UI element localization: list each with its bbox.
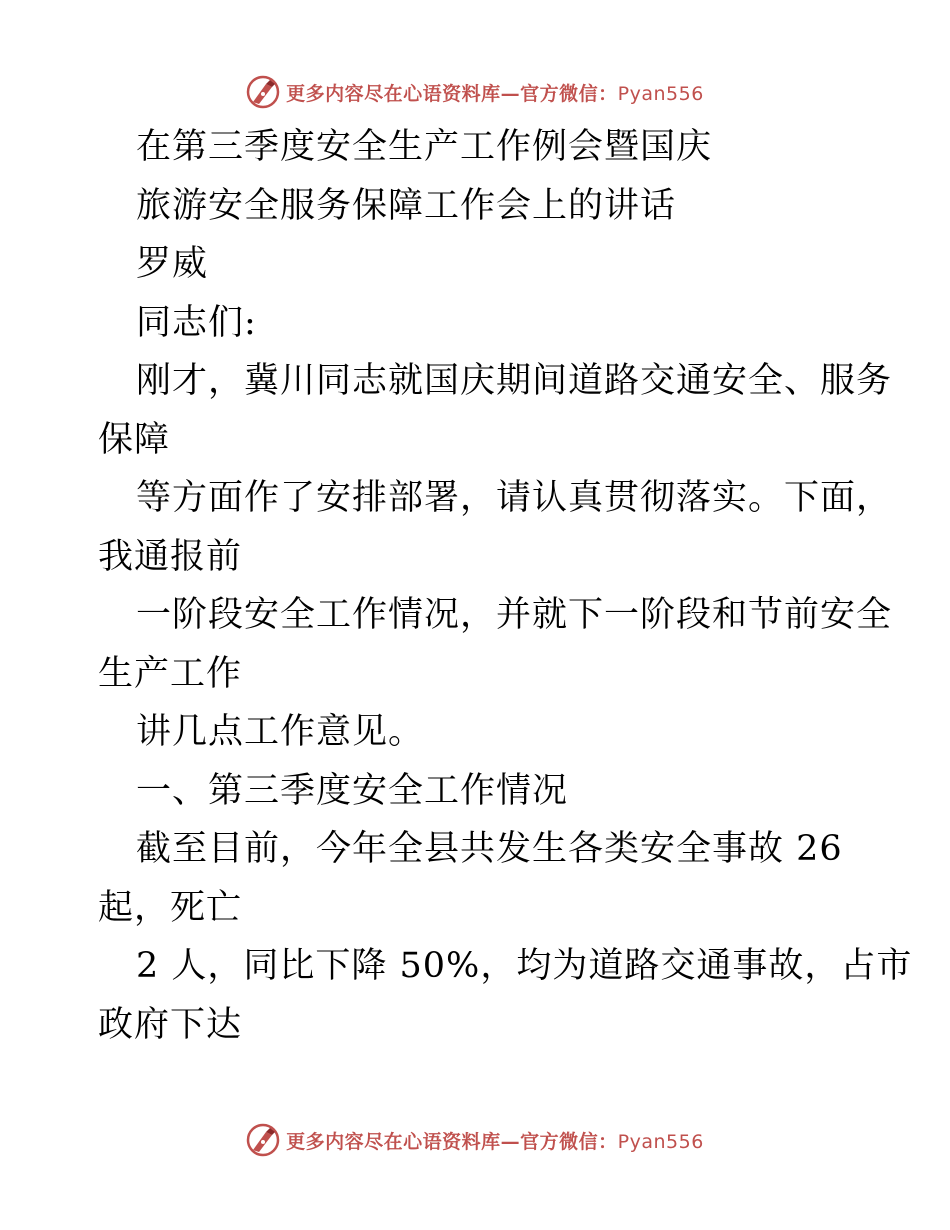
document-line: 政府下达 (98, 1004, 243, 1045)
document-line: 旅游安全服务保障工作会上的讲话 (136, 185, 677, 226)
document-line: 一、第三季度安全工作情况 (136, 770, 569, 811)
document-line: 保障 (98, 419, 171, 460)
header-banner-text: 更多内容尽在心语资料库—官方微信：Pyan556 (286, 82, 704, 105)
document-body (98, 118, 913, 1054)
header-banner (0, 70, 950, 114)
document-line: 同志们: (136, 302, 257, 343)
document-line: 一阶段安全工作情况，并就下一阶段和节前安全 (136, 595, 893, 635)
header-wechat-id: Pyan556 (617, 82, 704, 105)
document-line: 生产工作 (98, 653, 243, 694)
footer-banner (0, 1118, 950, 1162)
pen-nib-logo-icon (246, 1123, 280, 1157)
footer-wechat-id: Pyan556 (617, 1130, 704, 1153)
document-line: 刚才，冀川同志就国庆期间道路交通安全、服务 (136, 361, 893, 401)
document-line: 讲几点工作意见。 (136, 712, 425, 752)
document-line: 等方面作了安排部署，请认真贯彻落实。下面， (136, 478, 893, 518)
document-line: 我通报前 (98, 536, 243, 577)
pen-nib-logo-icon (246, 75, 280, 109)
document-line: 截至目前，今年全县共发生各类安全事故 26 (136, 829, 843, 869)
document-line: 起，死亡 (98, 887, 243, 928)
document-line: 罗威 (136, 244, 209, 284)
document-line: 在第三季度安全生产工作例会暨国庆 (136, 127, 713, 167)
document-line: 2 人，同比下降 50%，均为道路交通事故，占市 (136, 946, 913, 986)
footer-banner-text: 更多内容尽在心语资料库—官方微信：Pyan556 (286, 1130, 704, 1153)
